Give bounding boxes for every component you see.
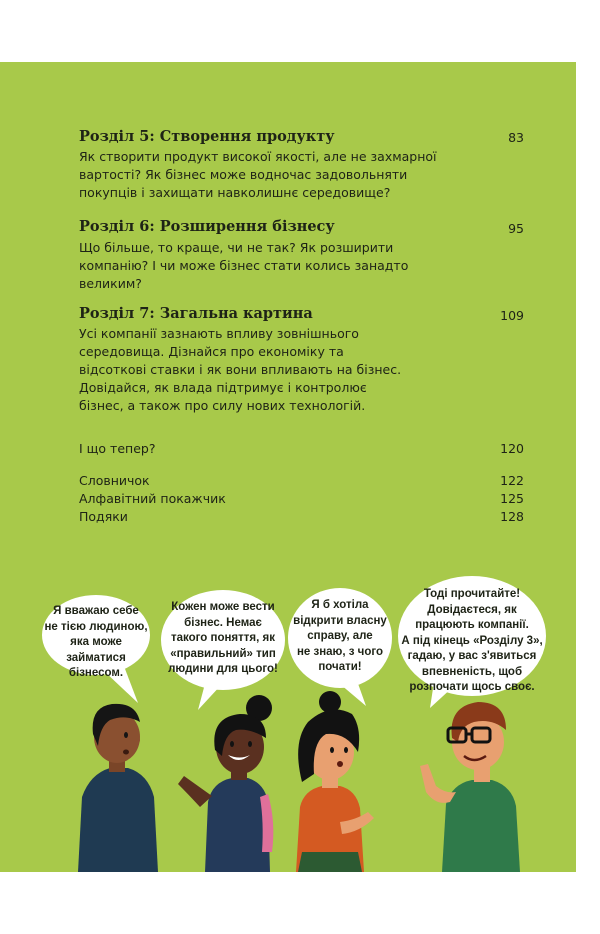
character-girl-bun [178, 695, 273, 872]
entry-glossary: Словничок [79, 473, 150, 488]
character-woman-orange [296, 691, 374, 872]
entry-what-now: І що тепер? [79, 441, 156, 456]
entry-index-page: 125 [500, 491, 524, 506]
speech-bubble-2-text: Кожен може вести бізнес. Немає такого поняття, як «правильний» тип людини для цього! [168, 601, 278, 675]
characters-illustration [0, 62, 576, 872]
speech-bubble-1-text: Я вважаю себе не тією людиною, яка може займатися бізнесом. [44, 605, 148, 679]
speech-bubble-4 [400, 578, 544, 694]
chapter-5-description: Як створити продукт високої якості, але не захмарної вартості? Як бізнес може водночас задовольняти покупців і захищати навколишнє середовище? [79, 149, 437, 200]
chapter-6-title: Розділ 6: Розширення бізнесу [79, 218, 335, 235]
chapter-7-title: Розділ 7: Загальна картина [79, 305, 313, 322]
speech-bubble-3 [290, 590, 390, 686]
entry-acknowledgements-page: 128 [500, 509, 524, 524]
entry-acknowledgements: Подяки [79, 509, 128, 524]
character-man-glasses [420, 702, 520, 872]
speech-bubble-4-text: Тоді прочитайте! Довідаєтеся, як працюють компанії. А під кінець «Розділу 3», гадаю, у вас з'явиться впевненість, щоб розпочати щось своє. [401, 588, 543, 693]
chapter-5-page: 83 [508, 130, 524, 145]
speech-bubble-3-text: Я б хотіла відкрити власну справу, але не знаю, з чого почати! [293, 599, 387, 673]
speech-bubble-1 [42, 595, 150, 677]
chapter-7-description: Усі компанії зазнають впливу зовнішнього середовища. Дізнайся про економіку та відсоткові ставки і як вони впливають на бізнес. Довідайся, як влада підтримує і контролює бізнес, а також про силу нових технологій. [79, 326, 402, 413]
chapter-7-page: 109 [500, 308, 524, 323]
book-page [0, 62, 576, 872]
entry-index: Алфавітний покажчик [79, 491, 226, 506]
entry-what-now-page: 120 [500, 441, 524, 456]
chapter-5-title: Розділ 5: Створення продукту [79, 128, 335, 145]
chapter-6-page: 95 [508, 221, 524, 236]
speech-bubble-2 [162, 592, 284, 688]
entry-glossary-page: 122 [500, 473, 524, 488]
character-boy-left [78, 704, 158, 872]
chapter-6-description: Що більше, то краще, чи не так? Як розширити компанію? І чи може бізнес стати колись занадто великим? [79, 240, 409, 291]
